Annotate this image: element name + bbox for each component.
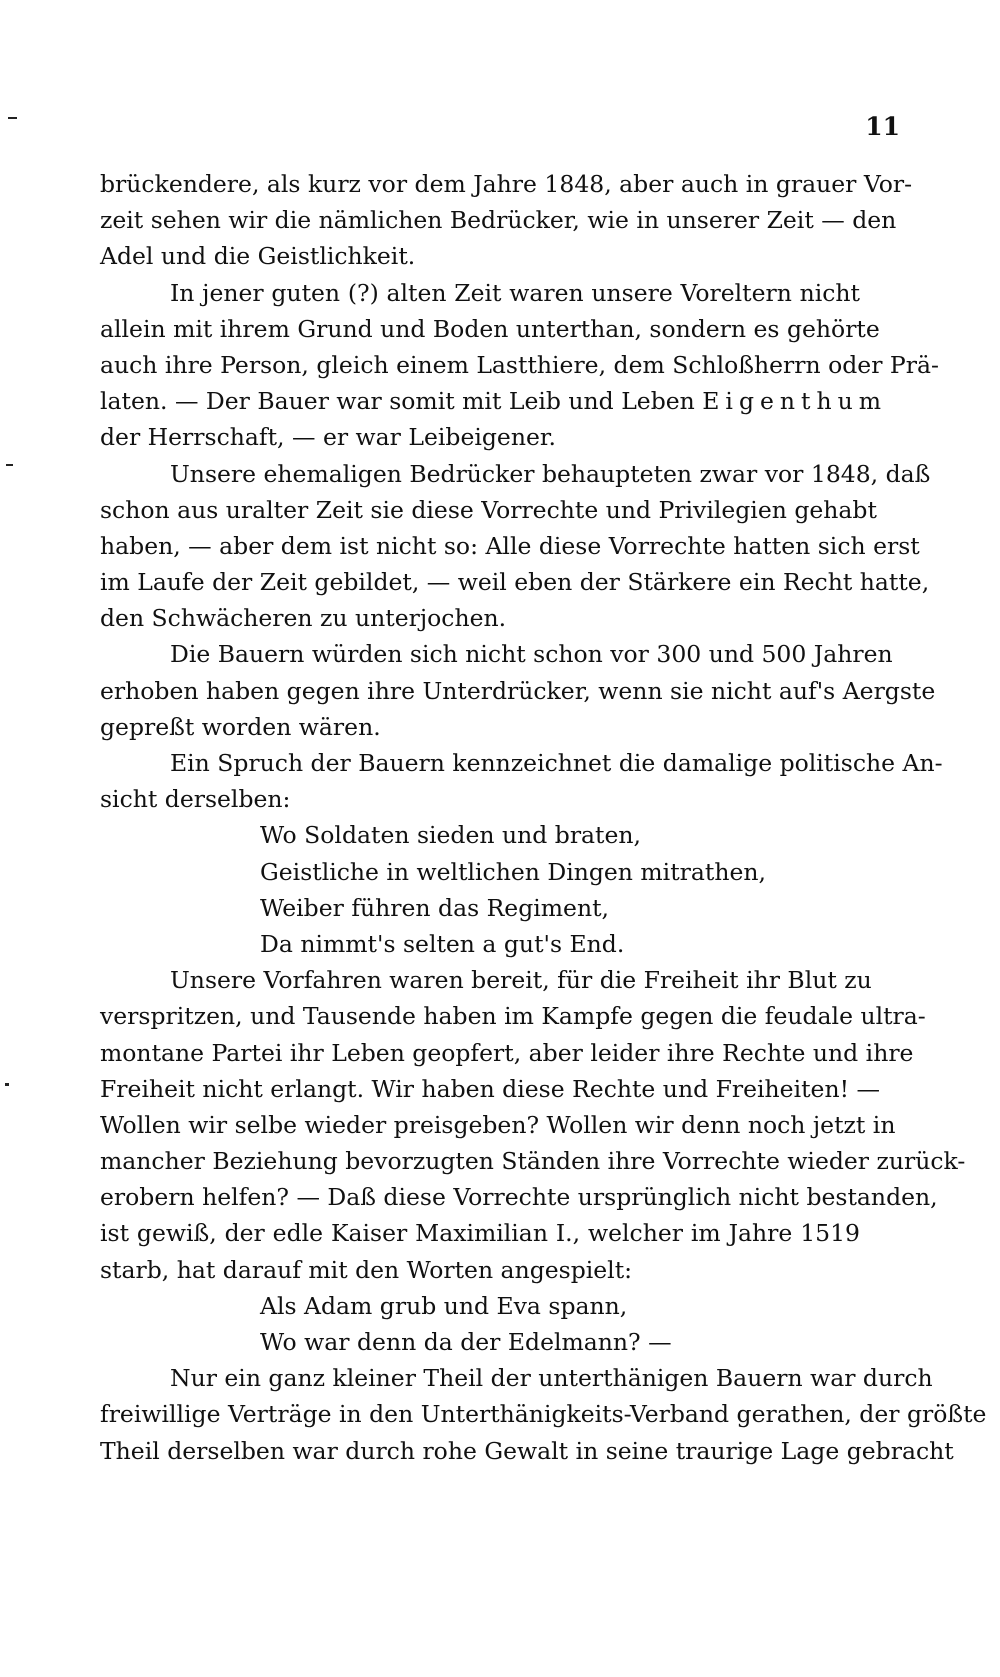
paragraph-first-line: Unsere Vorfahren waren bereit, für die Freiheit ihr Blut zu (170, 966, 872, 995)
text-line: Adel und die Geistlichkeit. (100, 242, 416, 271)
text-line: mancher Beziehung bevorzugten Ständen ihre Vorrechte wieder zurück- (100, 1147, 966, 1176)
text-line: erhoben haben gegen ihre Unterdrücker, wenn sie nicht auf's Aergste (100, 676, 936, 705)
text-line: sicht derselben: (100, 785, 291, 814)
margin-mark (8, 117, 17, 119)
text-line: erobern helfen? — Daß diese Vorrechte ursprünglich nicht bestanden, (100, 1183, 938, 1212)
margin-mark (6, 464, 13, 466)
text-line: der Herrschaft, — er war Leibeigener. (100, 423, 556, 452)
text-segment: laten. — Der Bauer war somit mit Leib und Leben (100, 387, 695, 416)
text-line: auch ihre Person, gleich einem Lastthiere, dem Schloßherrn oder Prä- (100, 350, 939, 379)
text-line: zeit sehen wir die nämlichen Bedrücker, wie in unserer Zeit — den (100, 206, 897, 235)
margin-mark (5, 1083, 9, 1086)
text-line: gepreßt worden wären. (100, 712, 381, 741)
verse-line: Wo Soldaten sieden und braten, (260, 821, 642, 850)
verse-line: Als Adam grub und Eva spann, (260, 1291, 628, 1320)
text-line: montane Partei ihr Leben geopfert, aber leider ihre Rechte und ihre (100, 1038, 914, 1067)
body-text (100, 166, 987, 1469)
text-line: freiwillige Verträge in den Unterthänigkeits-Verband gerathen, der größte (100, 1400, 987, 1429)
page-number: 11 (865, 112, 900, 141)
verse-line: Da nimmt's selten a gut's End. (260, 929, 625, 958)
verse-line: Weiber führen das Regiment, (260, 893, 610, 922)
paragraph-first-line: Die Bauern würden sich nicht schon vor 300 und 500 Jahren (170, 640, 893, 669)
paragraph-first-line: In jener guten (?) alten Zeit waren unsere Voreltern nicht (170, 278, 860, 307)
text-line: allein mit ihrem Grund und Boden unterthan, sondern es gehörte (100, 314, 880, 343)
text-line: ist gewiß, der edle Kaiser Maximilian I., welcher im Jahre 1519 (100, 1219, 860, 1248)
text-line: Theil derselben war durch rohe Gewalt in seine traurige Lage gebracht (100, 1436, 954, 1465)
text-line: brückendere, als kurz vor dem Jahre 1848, aber auch in grauer Vor- (100, 170, 913, 198)
text-line: den Schwächeren zu unterjochen. (100, 604, 507, 633)
text-line: Freiheit nicht erlangt. Wir haben diese Rechte und Freiheiten! — (100, 1074, 881, 1103)
paragraph-first-line: Ein Spruch der Bauern kennzeichnet die damalige politische An- (170, 749, 943, 777)
text-line: starb, hat darauf mit den Worten angespielt: (100, 1255, 633, 1284)
text-line: im Laufe der Zeit gebildet, — weil eben der Stärkere ein Recht hatte, (100, 568, 930, 597)
text-line (100, 383, 888, 419)
text-line: haben, — aber dem ist nicht so: Alle diese Vorrechte hatten sich erst (100, 531, 920, 560)
text-line: verspritzen, und Tausende haben im Kampfe gegen die feudale ultra- (100, 1002, 926, 1031)
paragraph-first-line: Unsere ehemaligen Bedrücker behaupteten zwar vor 1848, daß (170, 459, 931, 488)
verse-line: Wo war denn da der Edelmann? — (260, 1328, 672, 1356)
text-line: Wollen wir selbe wieder preisgeben? Wollen wir denn noch jetzt in (100, 1110, 896, 1139)
verse-line: Geistliche in weltlichen Dingen mitrathen, (260, 857, 766, 886)
text-line: schon aus uralter Zeit sie diese Vorrechte und Privilegien gehabt (100, 495, 877, 524)
paragraph-first-line: Nur ein ganz kleiner Theil der unterthänigen Bauern war durch (170, 1364, 933, 1393)
emphasized-word: Eigenthum (702, 387, 888, 416)
